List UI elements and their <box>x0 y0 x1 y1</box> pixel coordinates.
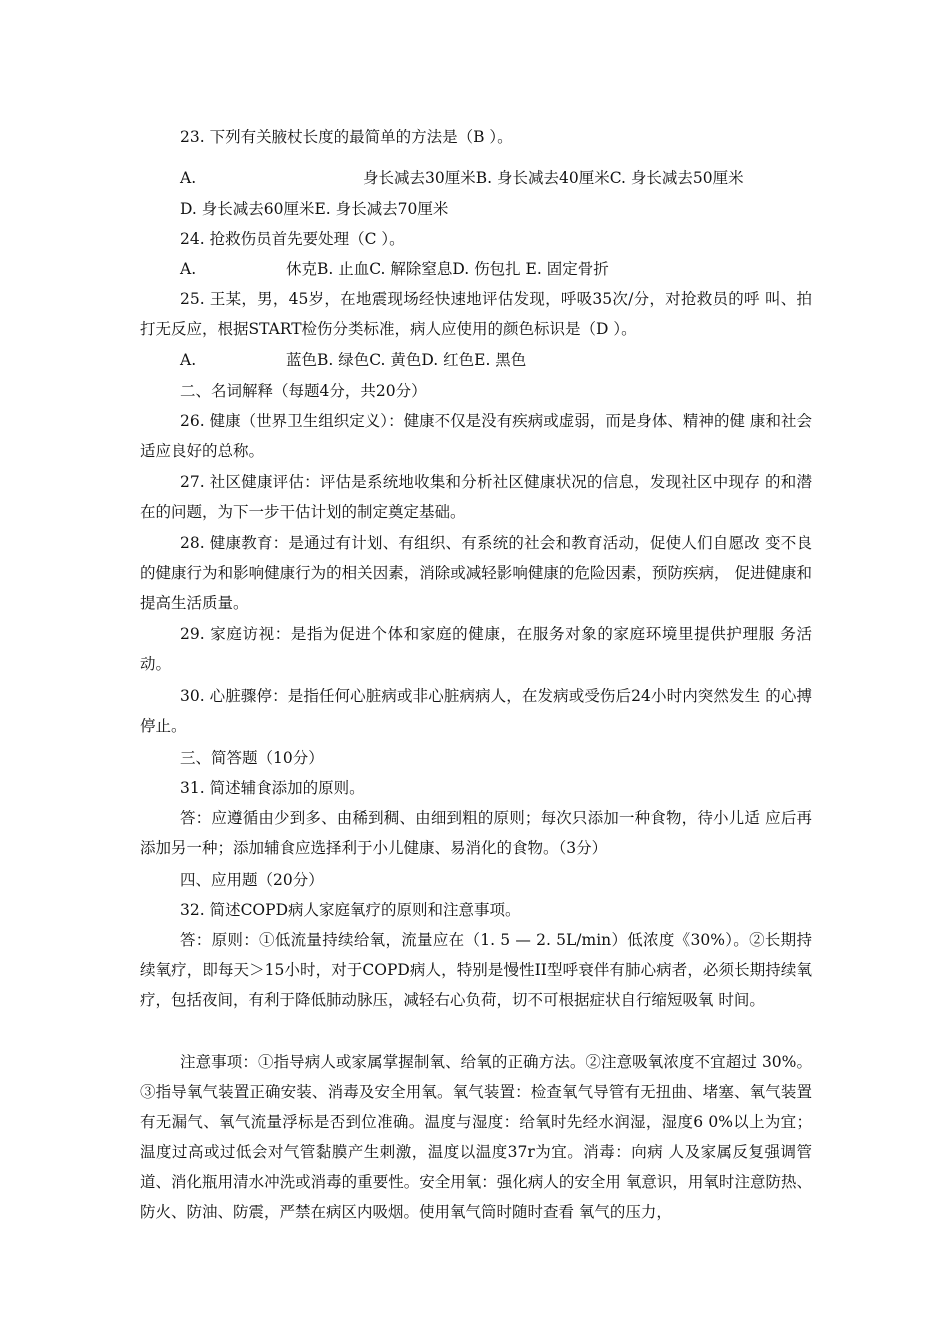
q23-options-line1: 身长减去30厘米B. 身长减去40厘米C. 身长减去50厘米 <box>363 169 744 187</box>
q32-answer-principle: 答：原则：①低流量持续给氧，流量应在（1. 5 — 2. 5L/min）低浓度《30%）。②长期持 续氧疗，即每天＞15小时，对于COPD病人，特别是慢性II型呼衰伴有肺心病者，必须长期持续氧疗，包括夜间，有利于降低肺动脉压，减轻右心负荷，切不可根据症状自行缩短吸氧 时间。 <box>140 931 812 1009</box>
q25-text: 25. 王某，男，45岁，在地震现场经快速地评估发现，呼吸35次/分，对抢救员的呼 叫、拍打无反应，根据START检伤分类标准，病人应使用的颜色标识是（D ）。 <box>140 290 812 338</box>
q23-stem: 23. 下列有关腋杖长度的最简单的方法是（B ）。 <box>180 128 513 146</box>
q27-definition: 27. 社区健康评估：评估是系统地收集和分析社区健康状况的信息，发现社区中现存 的和潜在的问题，为下一步干估计划的制定奠定基础。 <box>140 473 812 521</box>
q24-option-a-letter: A. <box>180 260 197 278</box>
q29-definition: 29. 家庭访视：是指为促进个体和家庭的健康，在服务对象的家庭环境里提供护理服 务活动。 <box>140 625 812 673</box>
q31-question: 31. 简述辅食添加的原则。 <box>180 779 365 797</box>
section-4-heading: 四、应用题（20分） <box>180 871 324 889</box>
q25-options: 蓝色B. 绿色C. 黄色D. 红色E. 黑色 <box>286 351 527 369</box>
q24-options: 休克B. 止血C. 解除窒息D. 伤包扎 E. 固定骨折 <box>286 260 609 278</box>
section-2-heading: 二、名词解释（每题4分，共20分） <box>180 382 427 400</box>
q24-stem: 24. 抢救伤员首先要处理（C ）。 <box>180 230 405 248</box>
q23-options-line2: D. 身长减去60厘米E. 身长减去70厘米 <box>180 200 449 218</box>
q26-definition: 26. 健康（世界卫生组织定义）：健康不仅是没有疾病或虚弱，而是身体、精神的健 康和社会适应良好的总称。 <box>140 412 812 460</box>
section-3-heading: 三、简答题（10分） <box>180 749 324 767</box>
q25-option-a-letter: A. <box>180 351 197 369</box>
q31-answer: 答：应遵循由少到多、由稀到稠、由细到粗的原则；每次只添加一种食物，待小儿适 应后再添加另一种；添加辅食应选择利于小儿健康、易消化的食物。（3分） <box>140 809 812 857</box>
q32-question: 32. 简述COPD病人家庭氧疗的原则和注意事项。 <box>180 901 521 919</box>
q23-option-a-letter: A. <box>180 169 197 187</box>
q28-definition: 28. 健康教育：是通过有计划、有组织、有系统的社会和教育活动，促使人们自愿改 变不良的健康行为和影响健康行为的相关因素，消除或减轻影响健康的危险因素，预防疾病， 促进健康和提高生活质量。 <box>140 534 812 612</box>
q32-answer-notes: 注意事项：①指导病人或家属掌握制氧、给氧的正确方法。②注意吸氧浓度不宜超过 30%。③指导氧气装置正确安装、消毒及安全用氧。氧气装置：检查氧气导管有无扭曲、堵塞、氧气装置有无漏气、氧气流量浮标是否到位准确。温度与湿度：给氧时先经水润湿，湿度6 0%以上为宜；温度过高或过低会对气管黏膜产生刺激，温度以温度37r为宜。消毒：向病 人及家属反复强调管道、消化瓶用清水冲洗或消毒的重要性。安全用氧：强化病人的安全用 氧意识，用氧时注意防热、防火、防油、防震，严禁在病区内吸烟。使用氧气筒时随时查看 氧气的压力， <box>140 1053 812 1221</box>
q30-definition: 30. 心脏骤停：是指任何心脏病或非心脏病病人，在发病或受伤后24小时内突然发生 的心搏停止。 <box>140 687 812 735</box>
